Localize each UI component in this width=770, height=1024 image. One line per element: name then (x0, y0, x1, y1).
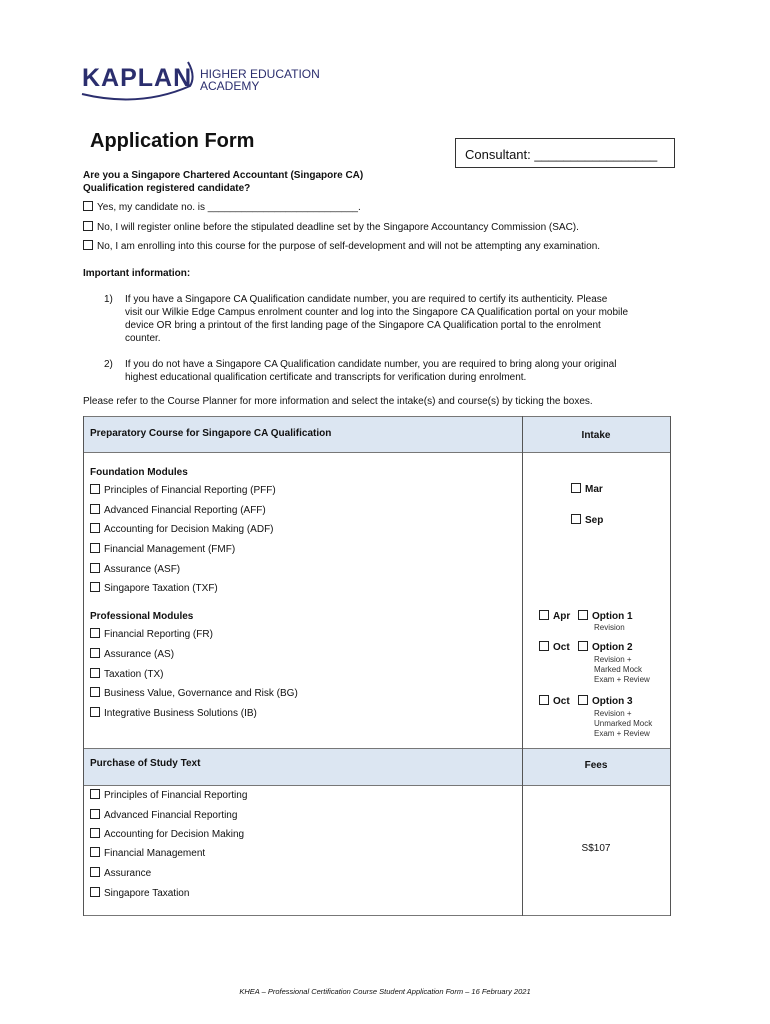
checkbox[interactable] (90, 847, 100, 857)
study-text-label: Accounting for Decision Making (104, 829, 245, 840)
page-title: Application Form (90, 130, 255, 152)
intake-oct[interactable] (539, 695, 570, 709)
module-checkbox-item[interactable] (90, 707, 257, 721)
checkbox[interactable] (90, 828, 100, 838)
important-heading: Important information: (83, 268, 191, 279)
study-text-item[interactable] (90, 828, 244, 842)
checkbox[interactable] (90, 504, 100, 514)
checkbox[interactable] (90, 789, 100, 799)
option-label: Option 3 (592, 696, 633, 707)
module-label: Integrative Business Solutions (IB) (104, 708, 257, 719)
option-desc: Exam + Review (594, 729, 650, 738)
important-text: device OR bring a printout of the first landing page of the Singapore CA Qualification portal to the enrolment (125, 320, 601, 331)
option-2[interactable] (578, 641, 633, 655)
option-desc: Marked Mock (594, 665, 643, 674)
study-text-item[interactable] (90, 809, 237, 823)
intake-mar[interactable] (571, 483, 603, 497)
checkbox[interactable] (539, 641, 549, 651)
checkbox[interactable] (83, 201, 93, 211)
module-checkbox-item[interactable] (90, 523, 274, 537)
study-text-label: Assurance (104, 868, 152, 879)
checkbox[interactable] (90, 867, 100, 877)
option-no-self-development[interactable] (83, 240, 600, 254)
checkbox[interactable] (90, 687, 100, 697)
option-desc: Unmarked Mock (594, 719, 653, 728)
checkbox[interactable] (578, 610, 588, 620)
option-desc: Revision (594, 623, 625, 632)
module-label: Taxation (TX) (104, 669, 164, 680)
study-text-fee: S$107 (581, 843, 611, 854)
checkbox[interactable] (90, 582, 100, 592)
important-text: highest educational qualification certificate and transcripts for verification during enrolment. (125, 372, 527, 383)
svg-text:HIGHER EDUCATION: HIGHER EDUCATION (200, 67, 320, 81)
header-intake: Intake (581, 430, 611, 441)
checkbox[interactable] (83, 221, 93, 231)
checkbox[interactable] (539, 695, 549, 705)
study-text-label: Singapore Taxation (104, 888, 190, 899)
module-label: Financial Management (FMF) (104, 544, 236, 555)
study-text-item[interactable] (90, 789, 247, 803)
option-3[interactable] (578, 695, 633, 709)
checkbox[interactable] (83, 240, 93, 250)
checkbox[interactable] (90, 707, 100, 717)
module-checkbox-item[interactable] (90, 668, 163, 682)
option-label: Option 2 (592, 642, 633, 653)
header-course: Preparatory Course for Singapore CA Qualification (90, 428, 332, 439)
item-number: 2) (104, 359, 113, 370)
checkbox[interactable] (539, 610, 549, 620)
module-label: Principles of Financial Reporting (PFF) (104, 485, 276, 496)
module-checkbox-item[interactable] (90, 687, 298, 701)
checkbox[interactable] (90, 563, 100, 573)
study-text-item[interactable] (90, 887, 189, 901)
module-label: Assurance (AS) (104, 649, 175, 660)
item-number: 1) (104, 294, 113, 305)
intake-label: Apr (553, 611, 571, 622)
study-text-header: Purchase of Study Text (90, 758, 201, 769)
option-yes[interactable] (83, 201, 361, 215)
checkbox[interactable] (90, 523, 100, 533)
checkbox[interactable] (90, 668, 100, 678)
study-text-label: Advanced Financial Reporting (104, 810, 238, 821)
module-checkbox-item[interactable] (90, 628, 213, 642)
option-label: Yes, my candidate no. is ___________________________. (97, 202, 361, 213)
important-text: visit our Wilkie Edge Campus enrolment counter and log into the Singapore CA Qualification portal on your mobile (125, 307, 629, 318)
consultant-label: Consultant: _________________ (465, 147, 658, 162)
intake-label: Sep (585, 515, 604, 526)
module-label: Assurance (ASF) (104, 564, 181, 575)
consultant-box[interactable] (455, 138, 675, 168)
svg-text:ACADEMY: ACADEMY (200, 79, 260, 93)
module-label: Financial Reporting (FR) (104, 629, 213, 640)
checkbox[interactable] (90, 628, 100, 638)
checkbox[interactable] (571, 514, 581, 524)
intake-label: Oct (553, 642, 570, 653)
intake-sep[interactable] (571, 514, 603, 528)
intake-label: Oct (553, 696, 570, 707)
module-checkbox-item[interactable] (90, 484, 276, 498)
question-line-1: Are you a Singapore Chartered Accountant (Singapore CA) (83, 170, 364, 181)
module-checkbox-item[interactable] (90, 504, 266, 518)
study-text-item[interactable] (90, 847, 205, 861)
checkbox[interactable] (90, 809, 100, 819)
checkbox[interactable] (90, 484, 100, 494)
professional-heading: Professional Modules (90, 611, 194, 622)
module-label: Business Value, Governance and Risk (BG) (104, 688, 298, 699)
foundation-heading: Foundation Modules (90, 467, 188, 478)
intake-label: Mar (585, 484, 603, 495)
option-no-register[interactable] (83, 221, 579, 235)
option-label: No, I am enrolling into this course for the purpose of self-development and will not be attempting any examination. (97, 241, 601, 252)
option-desc: Revision + (594, 655, 632, 664)
option-label: No, I will register online before the stipulated deadline set by the Singapore Accountancy Commission (SAC). (97, 222, 579, 233)
module-checkbox-item[interactable] (90, 563, 180, 577)
study-text-item[interactable] (90, 867, 151, 881)
intake-oct[interactable] (539, 641, 570, 655)
module-checkbox-item[interactable] (90, 648, 174, 662)
study-text-label: Principles of Financial Reporting (104, 790, 248, 801)
checkbox[interactable] (571, 483, 581, 493)
module-label: Advanced Financial Reporting (AFF) (104, 505, 266, 516)
study-text-label: Financial Management (104, 848, 206, 859)
module-label: Singapore Taxation (TXF) (104, 583, 218, 594)
checkbox[interactable] (578, 695, 588, 705)
checkbox[interactable] (578, 641, 588, 651)
important-text: If you do not have a Singapore CA Qualification candidate number, you are required to bring along your original (125, 359, 617, 370)
module-label: Accounting for Decision Making (ADF) (104, 524, 274, 535)
svg-text:KAPLAN: KAPLAN (82, 64, 193, 92)
fees-header: Fees (584, 760, 608, 771)
kaplan-logo (80, 56, 350, 106)
option-label: Option 1 (592, 611, 633, 622)
option-1[interactable] (578, 610, 633, 624)
module-checkbox-item[interactable] (90, 582, 218, 596)
intake-apr[interactable] (539, 610, 570, 624)
checkbox[interactable] (90, 543, 100, 553)
important-text: counter. (125, 333, 161, 344)
module-checkbox-item[interactable] (90, 543, 235, 557)
option-desc: Revision + (594, 709, 632, 718)
important-text: If you have a Singapore CA Qualification candidate number, you are required to certify its authenticity. Please (125, 294, 608, 305)
instruction-text: Please refer to the Course Planner for more information and select the intake(s) and course(s) by ticking the boxes. (83, 396, 593, 407)
checkbox[interactable] (90, 648, 100, 658)
checkbox[interactable] (90, 887, 100, 897)
footer: KHEA – Professional Certification Course Student Application Form – 16 February 2021 (239, 987, 531, 996)
question-line-2: Qualification registered candidate? (83, 183, 251, 194)
option-desc: Exam + Review (594, 675, 650, 684)
